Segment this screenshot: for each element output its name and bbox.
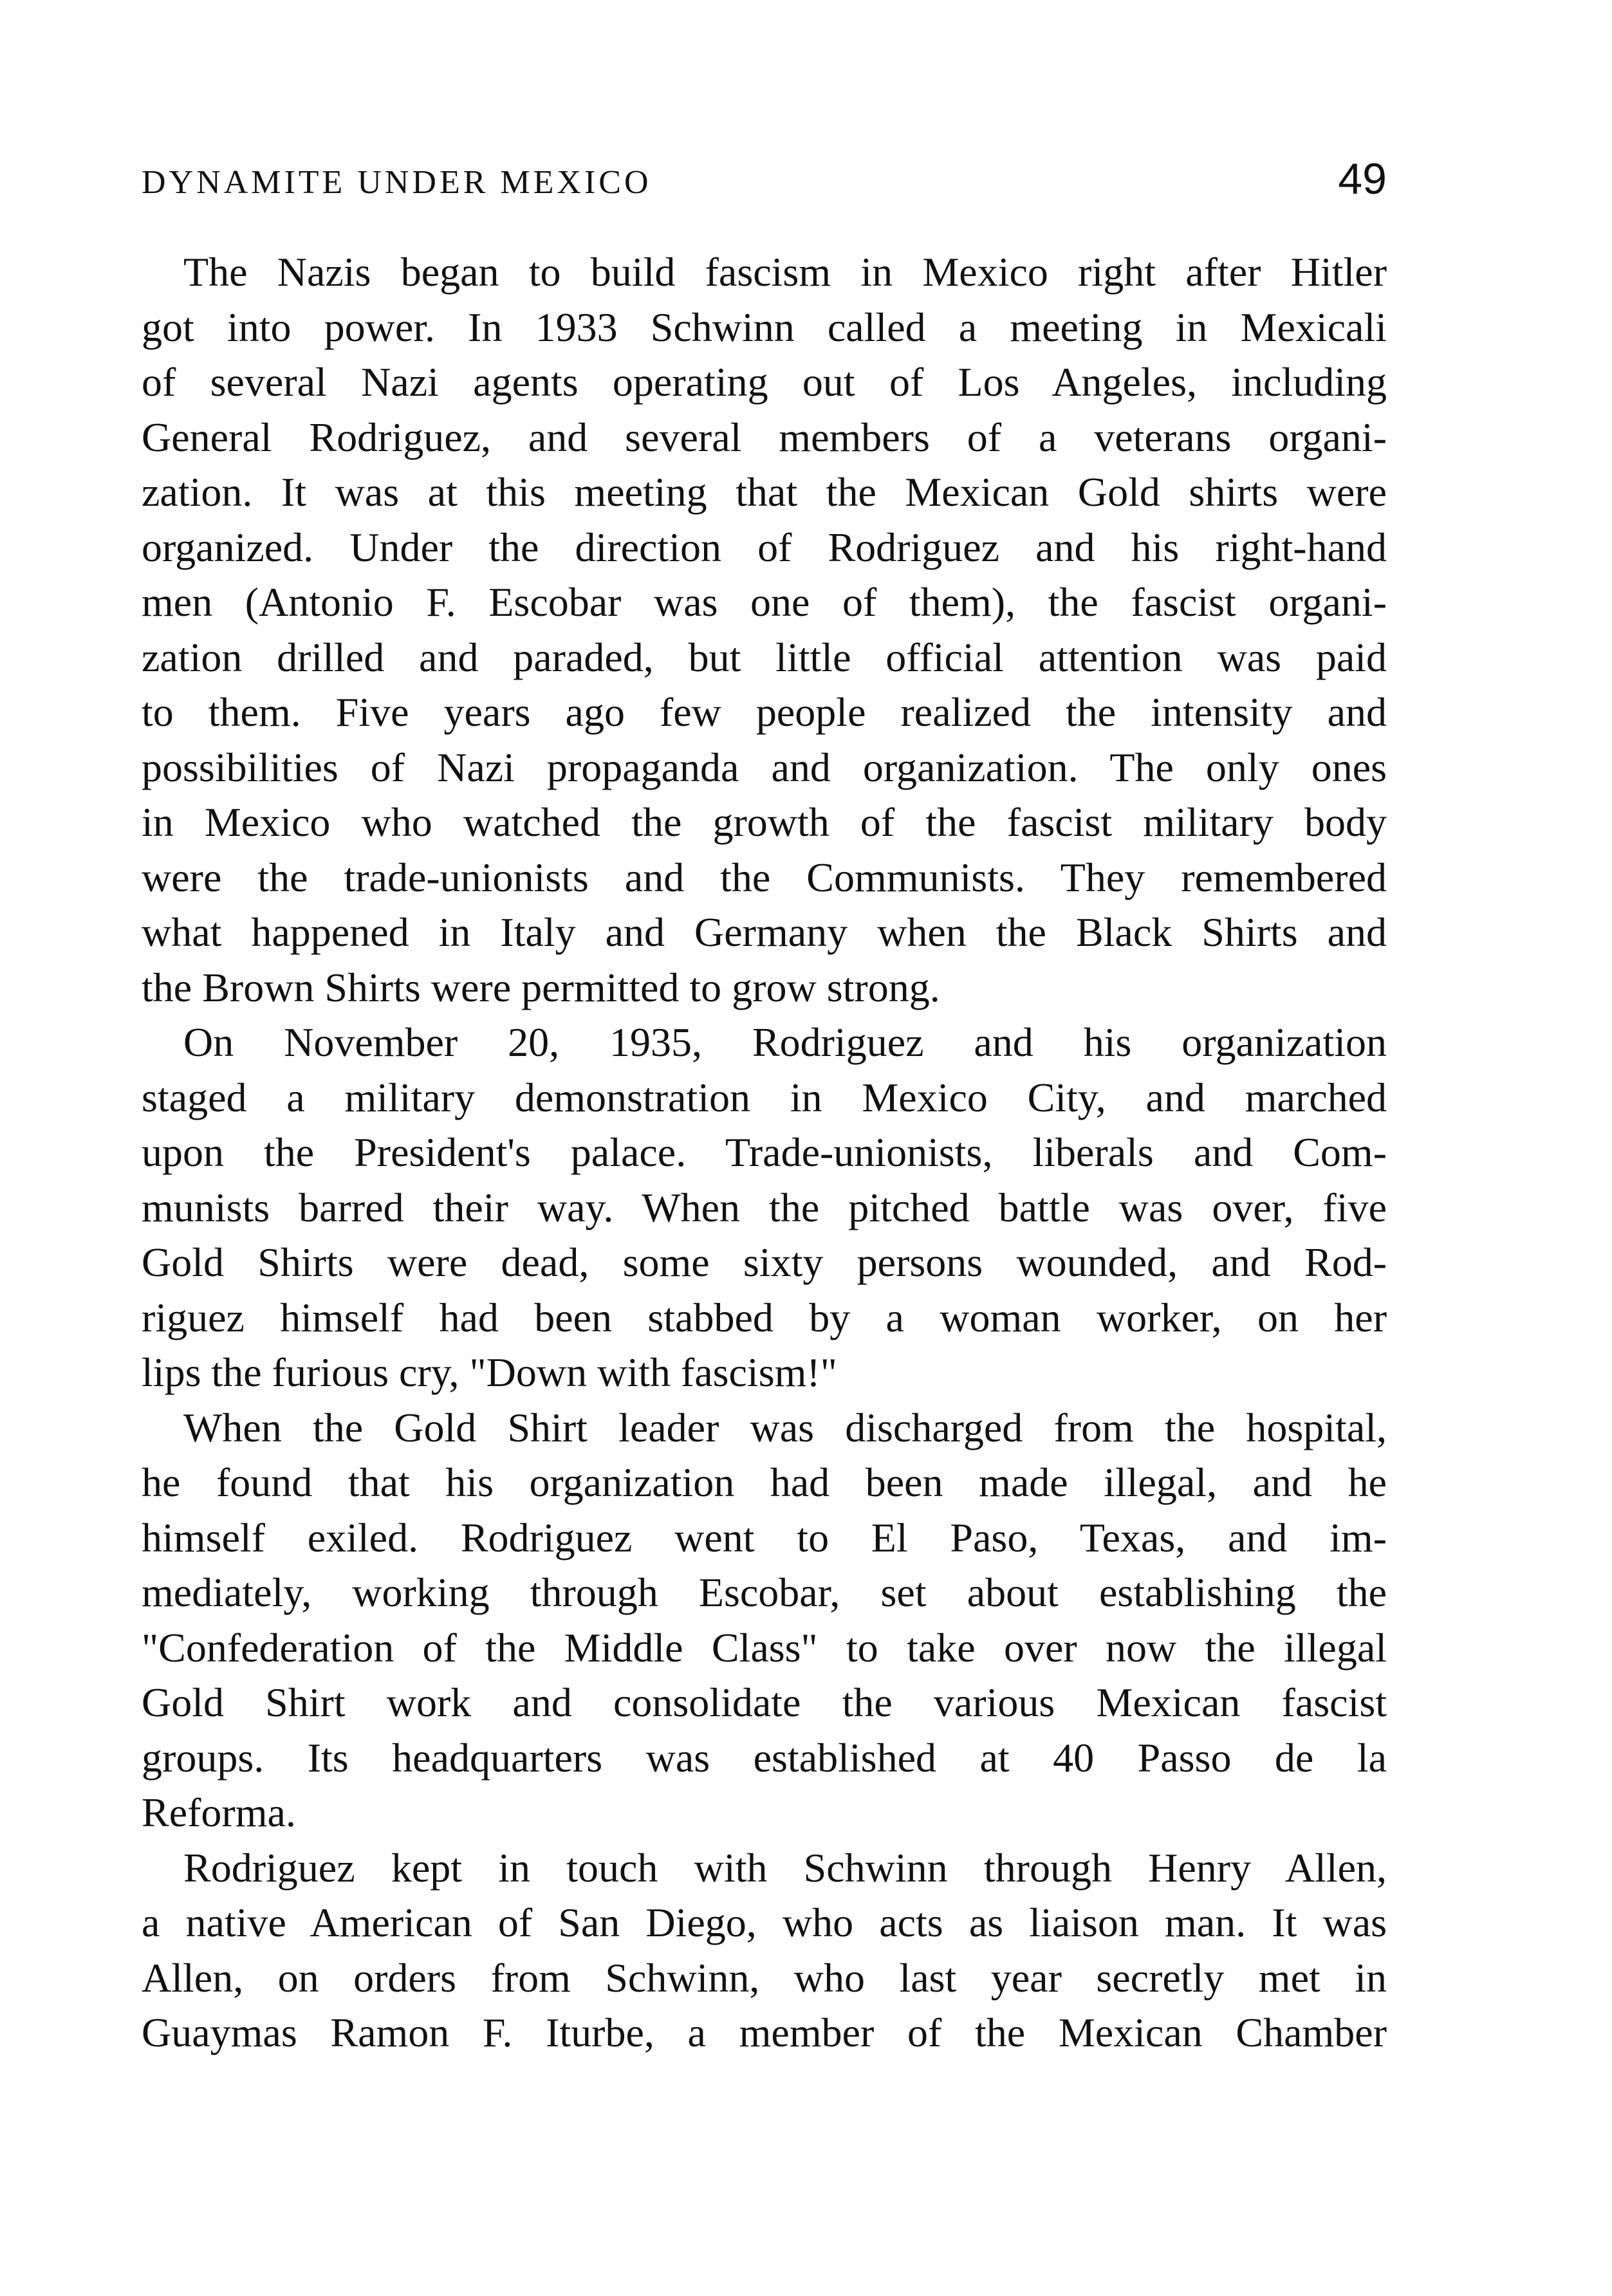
text-line: zation drilled and paraded, but little official attention was paid: [142, 634, 1387, 680]
paragraph-4: [142, 1840, 1387, 2060]
text-line: to them. Five years ago few people realized the intensity and: [142, 689, 1387, 735]
text-line: the Brown Shirts were permitted to grow strong.: [142, 964, 940, 1010]
text-line: Reforma.: [142, 1790, 296, 1835]
text-line: zation. It was at this meeting that the Mexican Gold shirts were: [142, 469, 1387, 515]
body-text: [142, 245, 1387, 2060]
text-line: what happened in Italy and Germany when the Black Shirts and: [142, 909, 1387, 955]
text-line: staged a military demonstration in Mexico City, and marched: [142, 1074, 1387, 1120]
text-line: in Mexico who watched the growth of the fascist military body: [142, 799, 1387, 845]
text-line: himself exiled. Rodriguez went to El Paso, Texas, and im-: [142, 1514, 1387, 1560]
text-line: got into power. In 1933 Schwinn called a meeting in Mexicali: [142, 304, 1387, 350]
text-line: a native American of San Diego, who acts as liaison man. It was: [142, 1900, 1387, 1945]
text-line: munists barred their way. When the pitched battle was over, five: [142, 1184, 1387, 1230]
text-line: The Nazis began to build fascism in Mexico right after Hitler: [183, 249, 1387, 295]
paragraph-3: [142, 1400, 1387, 1840]
text-line: of several Nazi agents operating out of Los Angeles, including: [142, 359, 1387, 405]
page-number: 49: [1338, 154, 1387, 203]
paragraph-1: [142, 245, 1387, 1015]
running-head: [142, 153, 1387, 205]
text-line: were the trade-unionists and the Communists. They remembered: [142, 854, 1387, 900]
text-line: lips the furious cry, "Down with fascism!": [142, 1349, 837, 1395]
running-title: DYNAMITE UNDER MEXICO: [142, 164, 652, 201]
text-line: Gold Shirt work and consolidate the various Mexican fascist: [142, 1680, 1387, 1725]
text-line: riguez himself had been stabbed by a woman worker, on her: [142, 1294, 1387, 1340]
text-line: upon the President's palace. Trade-unionists, liberals and Com-: [142, 1129, 1387, 1175]
text-line: General Rodriguez, and several members of a veterans organi-: [142, 414, 1387, 460]
text-line: Gold Shirts were dead, some sixty persons wounded, and Rod-: [142, 1239, 1387, 1285]
text-line: "Confederation of the Middle Class" to take over now the illegal: [142, 1624, 1387, 1671]
text-line: organized. Under the direction of Rodriguez and his right-hand: [142, 524, 1387, 570]
text-line: Rodriguez kept in touch with Schwinn through Henry Allen,: [183, 1844, 1387, 1891]
text-line: men (Antonio F. Escobar was one of them), the fascist organi-: [142, 579, 1387, 625]
text-line: When the Gold Shirt leader was discharged from the hospital,: [183, 1404, 1387, 1450]
paragraph-2: [142, 1015, 1387, 1400]
text-line: Allen, on orders from Schwinn, who last year secretly met in: [142, 1954, 1387, 2001]
text-line: Guaymas Ramon F. Iturbe, a member of the Mexican Chamber: [142, 2010, 1387, 2055]
text-line: mediately, working through Escobar, set about establishing the: [142, 1569, 1387, 1615]
text-line: he found that his organization had been made illegal, and he: [142, 1459, 1387, 1505]
text-line: possibilities of Nazi propaganda and organization. The only ones: [142, 744, 1387, 790]
text-line: groups. Its headquarters was established at 40 Passo de la: [142, 1734, 1387, 1781]
text-line: On November 20, 1935, Rodriguez and his organization: [183, 1019, 1387, 1065]
